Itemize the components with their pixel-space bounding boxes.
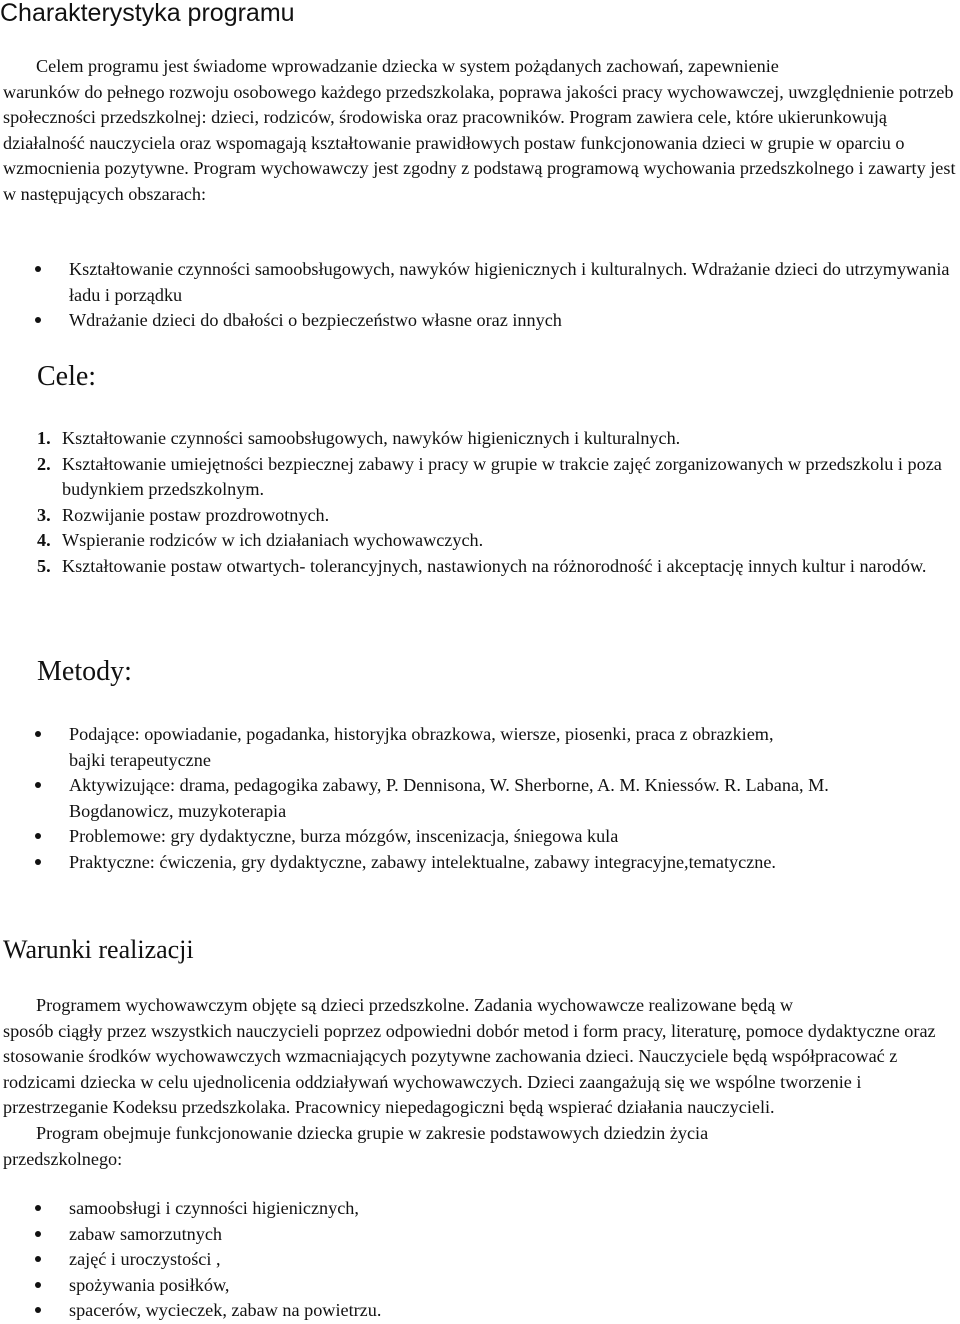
- bullet-icon: [35, 1205, 41, 1211]
- list-item: samoobsługi i czynności higienicznych,: [0, 1196, 954, 1222]
- warunki-p2-rest: przedszkolnego:: [3, 1148, 123, 1169]
- list-item: 1. Kształtowanie czynności samoobsługowych, nawyków higienicznych i kulturalnych.: [37, 428, 681, 448]
- goals-list: [0, 426, 960, 580]
- list-item: Praktyczne: ćwiczenia, gry dydaktyczne, zabawy intelektualne, zabawy integracyjne,tematyczne.: [0, 850, 954, 876]
- list-item: zajęć i uroczystości ,: [0, 1247, 954, 1273]
- list-item: Wdrażanie dzieci do dbałości o bezpieczeństwo własne oraz innych: [0, 308, 954, 334]
- bullet-icon: [35, 731, 41, 737]
- list-item: Aktywizujące: drama, pedagogika zabawy, P. Dennisona, W. Sherborne, A. M. Kniessów. R. Labana, M. Bogdanowicz, muzykoterapia: [0, 773, 879, 824]
- intro-rest: warunków do pełnego rozwoju osobowego każdego przedszkolaka, poprawa jakości pracy wychowawczej, uwzględnienie potrzeb społeczności przedszkolnej: dzieci, rodziców, środowiska oraz pracowników. Program zawiera cele, które ukierunkowują działalność nauczyciela oraz wspomagają kształtowanie prawidłowych postaw funkcjonowania dzieci w grupie w oparciu o wzmocnienia pozytywne. Program wychowawczy jest zgodny z podstawą programową wychowania przedszkolnego i zawarty jest w następujących obszarach:: [3, 81, 956, 204]
- section-heading-warunki: Warunki realizacji: [3, 935, 194, 964]
- bullet-icon: [35, 833, 41, 839]
- bullet-icon: [35, 1282, 41, 1288]
- areas-of-life-list: [0, 1196, 960, 1324]
- list-item: spacerów, wycieczek, zabaw na powietrzu.: [0, 1298, 954, 1324]
- bullet-icon: [35, 782, 41, 788]
- page-title: Charakterystyka programu: [0, 0, 295, 27]
- list-item: spożywania posiłków,: [0, 1273, 954, 1299]
- warunki-paragraph: [3, 993, 958, 1172]
- areas-list: [0, 257, 960, 334]
- warunki-first-line: Programem wychowawczym objęte są dzieci przedszkolne. Zadania wychowawcze realizowane będą w: [36, 995, 793, 1015]
- warunki-rest: sposób ciągły przez wszystkich nauczycieli poprzez odpowiedni dobór metod i form pracy, literaturę, pomoce dydaktyczne oraz stosowanie środków wychowawczych wzmacniających pozytywne zachowania dzieci. Nauczyciele będą współpracować z rodzicami dziecka w celu ujednolicenia oddziaływań wychowawczych. Dzieci zaangażują się we wspólne tworzenie i przestrzeganie Kodeksu przedszkolaka. Pracownicy niepedagogiczni będą wspierać działania nauczycieli.: [3, 1020, 936, 1118]
- methods-list: [0, 722, 960, 876]
- list-item: zabaw samorzutnych: [0, 1222, 954, 1248]
- list-item: 4. Wspieranie rodziców w ich działaniach wychowawczych.: [37, 530, 484, 551]
- list-item: 2. Kształtowanie umiejętności bezpiecznej zabawy i pracy w grupie w trakcie zajęć zorganizowanych w przedszkolu i poza budynkiem przedszkolnym.: [37, 453, 942, 500]
- list-item: 3. Rozwijanie postaw prozdrowotnych.: [37, 504, 330, 525]
- intro-first-line: Celem programu jest świadome wprowadzanie dziecka w system pożądanych zachowań, zapewnienie: [36, 56, 779, 76]
- bullet-icon: [35, 1256, 41, 1262]
- intro-paragraph: [3, 54, 958, 208]
- list-item: 5. Kształtowanie postaw otwartych- tolerancyjnych, nastawionych na różnorodność i akceptację innych kultur i narodów.: [37, 555, 927, 576]
- section-heading-cele: Cele:: [37, 361, 97, 392]
- list-item: Kształtowanie czynności samoobsługowych, nawyków higienicznych i kulturalnych. Wdrażanie dzieci do utrzymywania ładu i porządku: [0, 257, 954, 308]
- section-heading-metody: Metody:: [37, 656, 132, 687]
- warunki-p2-first: Program obejmuje funkcjonowanie dziecka grupie w zakresie podstawowych dziedzin życia: [36, 1122, 709, 1143]
- bullet-icon: [35, 1307, 41, 1313]
- bullet-icon: [35, 1231, 41, 1237]
- bullet-icon: [35, 317, 41, 323]
- list-item: Problemowe: gry dydaktyczne, burza mózgów, inscenizacja, śniegowa kula: [0, 824, 954, 850]
- bullet-icon: [35, 859, 41, 865]
- list-item: Podające: opowiadanie, pogadanka, historyjka obrazkowa, wiersze, piosenki, praca z obrazkiem, bajki terapeutyczne: [0, 722, 814, 773]
- bullet-icon: [35, 266, 41, 272]
